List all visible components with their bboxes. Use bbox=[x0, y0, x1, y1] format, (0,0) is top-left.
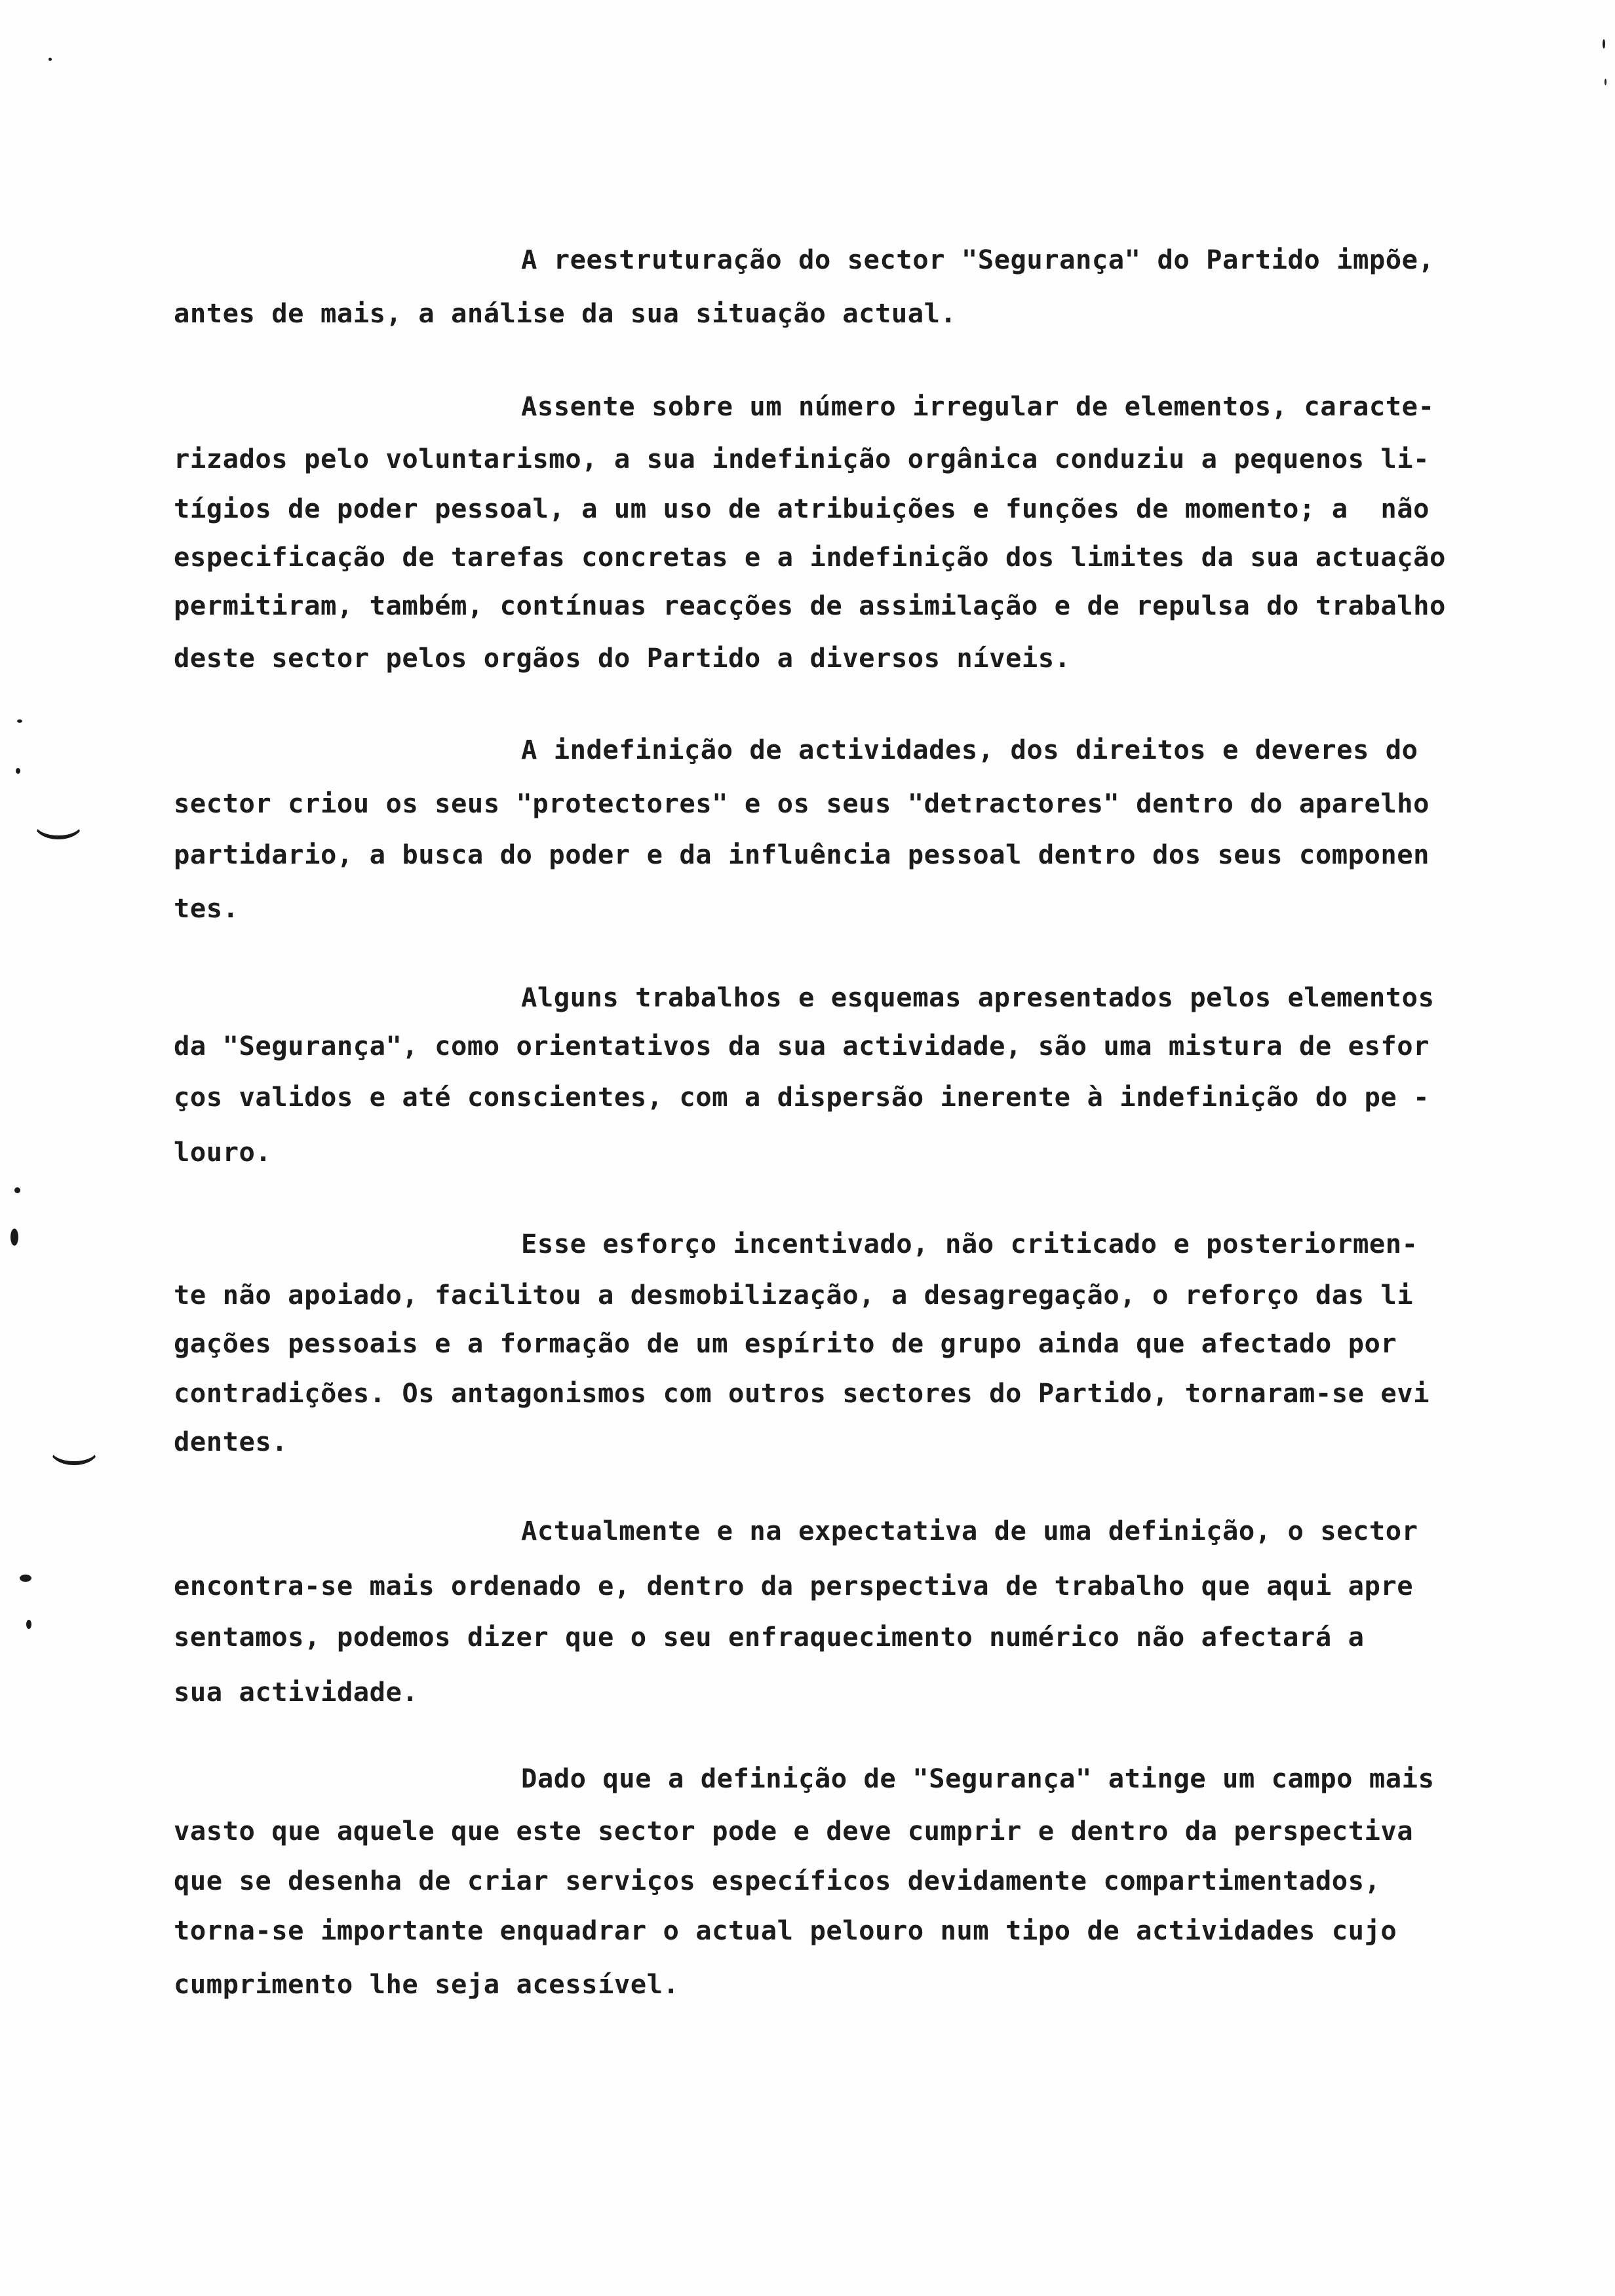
text-line: rizados pelo voluntarismo, a sua indefinição orgânica conduziu a pequenos li- bbox=[174, 443, 1430, 474]
text-line: tes. bbox=[174, 892, 239, 924]
text-line: A indefinição de actividades, dos direitos e deveres do bbox=[521, 734, 1418, 765]
text-line: deste sector pelos orgãos do Partido a diversos níveis. bbox=[174, 642, 1071, 674]
scan-speck bbox=[14, 1187, 20, 1193]
scan-speck bbox=[17, 719, 22, 723]
text-line: gações pessoais e a formação de um espírito de grupo ainda que afectado por bbox=[174, 1328, 1397, 1359]
text-line: sentamos, podemos dizer que o seu enfraquecimento numérico não afectará a bbox=[174, 1621, 1365, 1653]
text-line: antes de mais, a análise da sua situação actual. bbox=[174, 297, 957, 329]
text-line: Dado que a definição de "Segurança" atinge um campo mais bbox=[521, 1763, 1435, 1794]
text-line: sector criou os seus "protectores" e os seus "detractores" dentro do aparelho bbox=[174, 788, 1430, 819]
text-line: Assente sobre um número irregular de elementos, caracte- bbox=[521, 391, 1435, 422]
binder-hole-mark bbox=[50, 1435, 98, 1465]
text-line: que se desenha de criar serviços específicos devidamente compartimentados, bbox=[174, 1865, 1381, 1896]
scan-speck bbox=[1605, 79, 1606, 85]
text-line: contradições. Os antagonismos com outros sectores do Partido, tornaram-se evi bbox=[174, 1377, 1430, 1409]
scan-speck bbox=[49, 58, 52, 61]
scan-speck bbox=[20, 1575, 31, 1582]
text-line: Actualmente e na expectativa de uma definição, o sector bbox=[521, 1515, 1418, 1546]
text-line: vasto que aquele que este sector pode e deve cumprir e dentro da perspectiva bbox=[174, 1815, 1414, 1846]
text-line: cumprimento lhe seja acessível. bbox=[174, 1968, 680, 2000]
text-line: partidario, a busca do poder e da influência pessoal dentro dos seus componen bbox=[174, 839, 1430, 870]
text-line: da "Segurança", como orientativos da sua actividade, são uma mistura de esfor bbox=[174, 1030, 1430, 1062]
text-line: especificação de tarefas concretas e a indefinição dos limites da sua actuação bbox=[174, 541, 1446, 573]
text-line: Alguns trabalhos e esquemas apresentados pelos elementos bbox=[521, 982, 1435, 1013]
binder-hole-mark bbox=[34, 809, 83, 839]
text-line: dentes. bbox=[174, 1426, 288, 1457]
text-line: ços validos e até conscientes, com a dispersão inerente à indefinição do pe - bbox=[174, 1081, 1430, 1113]
text-line: tígios de poder pessoal, a um uso de atribuições e funções de momento; a não bbox=[174, 493, 1430, 524]
text-line: torna-se importante enquadrar o actual pelouro num tipo de actividades cujo bbox=[174, 1915, 1397, 1946]
scan-speck bbox=[16, 768, 20, 774]
scan-speck bbox=[1603, 39, 1605, 48]
text-line: permitiram, também, contínuas reacções de assimilação e de repulsa do trabalho bbox=[174, 590, 1446, 621]
scan-speck bbox=[26, 1620, 31, 1629]
text-line: louro. bbox=[174, 1136, 272, 1168]
text-line: sua actividade. bbox=[174, 1676, 419, 1708]
scan-speck bbox=[10, 1229, 18, 1246]
text-line: A reestruturação do sector "Segurança" do Partido impõe, bbox=[521, 244, 1435, 275]
text-line: encontra-se mais ordenado e, dentro da perspectiva de trabalho que aqui apre bbox=[174, 1570, 1414, 1601]
text-line: te não apoiado, facilitou a desmobilização, a desagregação, o reforço das li bbox=[174, 1279, 1414, 1311]
text-line: Esse esforço incentivado, não criticado e posteriormen- bbox=[521, 1228, 1418, 1259]
